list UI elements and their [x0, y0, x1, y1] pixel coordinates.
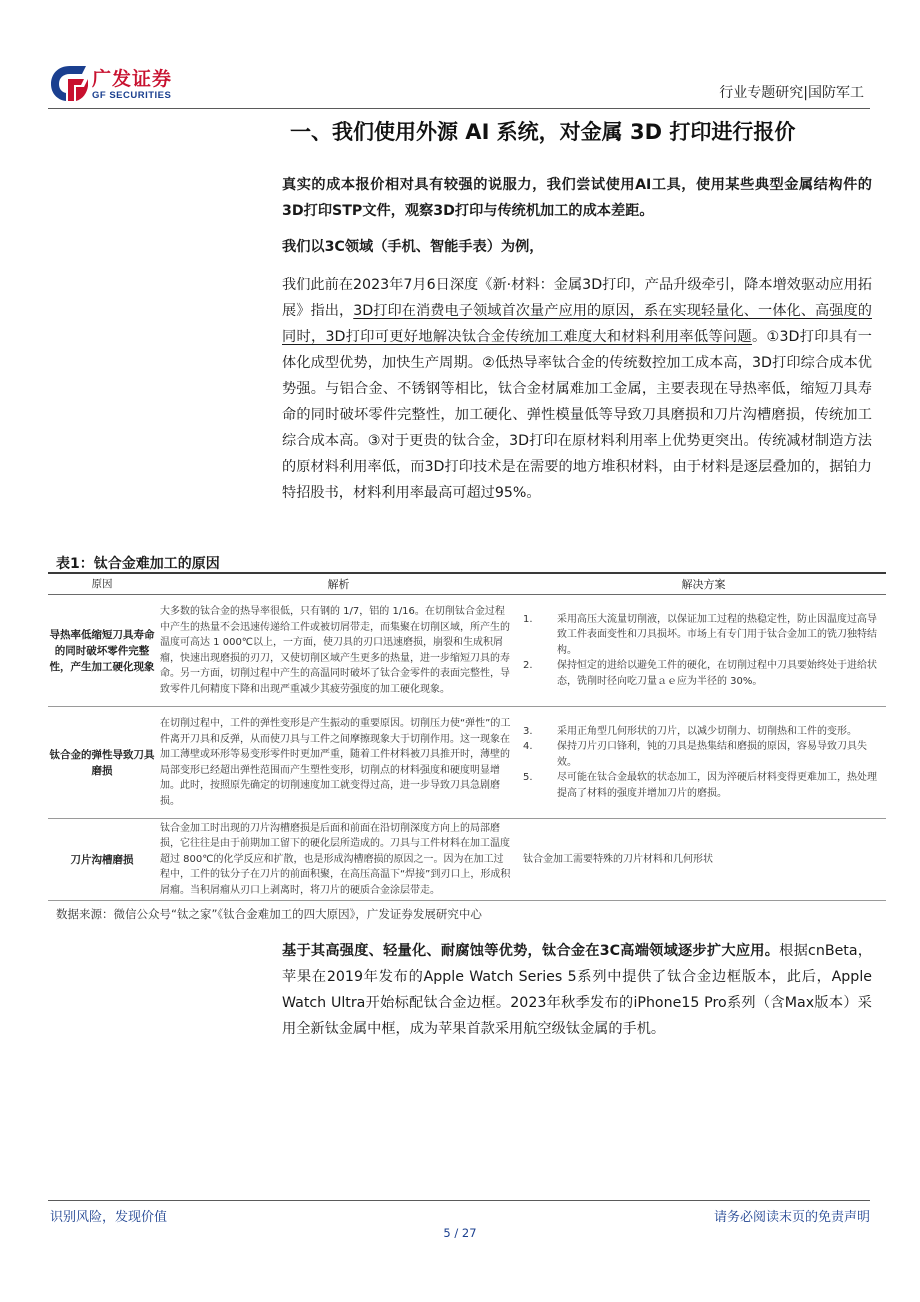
row-reason: 钛合金的弹性导致刀具磨损	[48, 707, 156, 819]
solution-item: 2. 保持恒定的进给以避免工件的硬化，在切削过程中刀具要始终处于进给状态，铣削时径向吃刀量ａｅ应为半径的 30%。	[523, 660, 877, 687]
footer-divider	[48, 1200, 870, 1201]
table-row	[48, 595, 886, 707]
solution-item: 1. 采用高压大流量切削液，以保证加工过程的热稳定性，防止因温度过高导致工件表面变性和刀具损坏。市场上有专门用于钛合金加工的铣刀独特结构。	[523, 613, 877, 656]
example-paragraph: 我们以3C领域（手机、智能手表）为例，	[282, 239, 544, 255]
solution-item: 4. 保持刀片刃口锋利，钝的刀具是热集结和磨损的原因，容易导致刀具失效。	[523, 741, 867, 768]
intro-paragraph: 真实的成本报价相对具有较强的说服力，我们尝试使用AI工具，使用某些典型金属结构件的3D打印STP文件，观察3D打印与传统机加工的成本差距。	[282, 177, 872, 219]
application-text: 根据cnBeta，苹果在2019年发布的Apple Watch Series 5系列中提供了钛合金边框版本，此后，Apple Watch Ultra开始标配钛合金边框。2023年秋季发布的iPhone15 Pro系列（含Max版本）采用全新钛金属中框，成为苹果首款采用航空级钛金属的手机。	[282, 943, 872, 1037]
table-source: 数据来源：微信公众号“钛之家”《钛合金难加工的四大原因》，广发证券发展研究中心	[56, 907, 482, 921]
brand-name-en: GF SECURITIES	[92, 90, 172, 101]
brand-name-cn: 广发证券	[92, 68, 173, 90]
section-title: 一、我们使用外源 AI 系统，对金属 3D 打印进行报价	[290, 120, 796, 144]
page-number: 5 / 27	[443, 1226, 477, 1240]
table-row	[48, 819, 886, 901]
analysis-text-1: 我们此前在2023年7月6日深度《新·材料：金属3D打印，产品升级牵引，降本增效驱动应用拓展》指出，	[282, 277, 872, 319]
footer-slogan: 识别风险，发现价值	[50, 1210, 168, 1225]
row-analysis: 在切削过程中，工件的弹性变形是产生振动的重要原因。切削压力使“弹性”的工件离开刀具和反弹，从而使刀具与工件之间摩擦现象大于切削作用。这一现象在加工薄壁或环形等易变形零件时更加严重，随着工件材料被刀具推开时，薄壁的局部变形已经超出弹性范围而产生塑性变形，切削点的材料强度和硬度明显增加。此时，按照原先确定的切削速度加工就变得过高，进一步导致刀具急剧磨损。	[156, 707, 521, 819]
solution-item: 5. 尽可能在钛合金最软的状态加工，因为淬硬后材料变得更难加工，热处理提高了材料的强度并增加刀片的磨损。	[523, 772, 877, 799]
row-reason: 导热率低缩短刀具寿命的同时破坏零件完整性，产生加工硬化现象	[48, 595, 156, 707]
analysis-text-2: 。①3D打印具有一体化成型优势，加快生产周期。②低热导率钛合金的传统数控加工成本高，3D打印综合成本优势强。与铝合金、不锈钢等相比，钛合金材属难加工金属，主要表现在导热率低，缩短刀具寿命的同时破坏零件完整性，加工硬化、弹性模量低等导致刀具磨损和刀片沟槽磨损，传统加工综合成本高。③对于更贵的钛合金，3D打印在原材料利用率上优势更突出。传统减材制造方法的原材料利用率低，而3D打印技术是在需要的地方堆积材料，由于材料是逐层叠加的，据铂力特招股书，材料利用率最高可超过95%。	[282, 329, 872, 501]
footer-disclaimer: 请务必阅读末页的免责声明	[713, 1210, 870, 1225]
header-divider	[48, 108, 870, 109]
gf-logo-icon	[48, 62, 90, 104]
application-bold-text: 基于其高强度、轻量化、耐腐蚀等优势，钛合金在3C高端领域逐步扩大应用。	[282, 943, 780, 959]
solution-item: 3. 采用正角型几何形状的刀片，以减少切削力、切削热和工件的变形。	[523, 725, 857, 737]
header-reason: 原因	[48, 574, 156, 595]
table-header-row	[48, 574, 886, 595]
brand-logo	[48, 62, 198, 106]
row-analysis: 大多数的钛合金的热导率很低，只有钢的 1/7，铝的 1/16。在切削钛合金过程中产生的热量不会迅速传递给工件或被切屑带走，而集聚在切削区域，所产生的温度可高达 1 000℃以上，一方面，使刀具的刃口迅速磨损，崩裂和生成积屑瘤，快速出现磨损的刃刀，又使切削区域产生更多的热量，进一步缩短刀具的寿命。另一方面，切削过程中产生的高温同时破坏了钛合金零件的表面完整性，导致零件几何精度下降和出现严重减少其疲劳强度的加工硬化现象。	[156, 595, 521, 707]
table-title: 表1：钛合金难加工的原因	[56, 556, 220, 572]
header-analysis: 解析	[156, 574, 521, 595]
analysis-underlined-text: 3D打印在消费电子领域首次量产应用的原因，系在实现轻量化、一体化、高强度的同时，3D打印可更好地解决钛合金传统加工难度大和材料利用率低等问题	[282, 303, 872, 345]
row-analysis: 钛合金加工时出现的刀片沟槽磨损是后面和前面在沿切削深度方向上的局部磨损，它往往是由于前期加工留下的硬化层所造成的。刀具与工件材料在加工温度超过 800℃的化学反应和扩散，也是形成沟槽磨损的原因之一。因为在加工过程中，工件的钛分子在刀片的前面积聚，在高压高温下“焊接”到刃口上，形成积屑瘤。当积屑瘤从刃口上剥离时，将刀片的硬质合金涂层带走。	[156, 819, 521, 901]
titanium-application-paragraph	[282, 938, 872, 1042]
row-reason: 刀片沟槽磨损	[48, 819, 156, 901]
titanium-difficulty-table	[48, 574, 886, 901]
analysis-paragraph	[282, 272, 872, 506]
report-category: 行业专题研究|国防军工	[719, 85, 864, 101]
table-row	[48, 707, 886, 819]
row-solutions	[521, 707, 886, 819]
row-solution-text: 钛合金加工需要特殊的刀片材料和几何形状	[521, 819, 886, 901]
row-solutions	[521, 595, 886, 707]
header-solution: 解决方案	[521, 574, 886, 595]
